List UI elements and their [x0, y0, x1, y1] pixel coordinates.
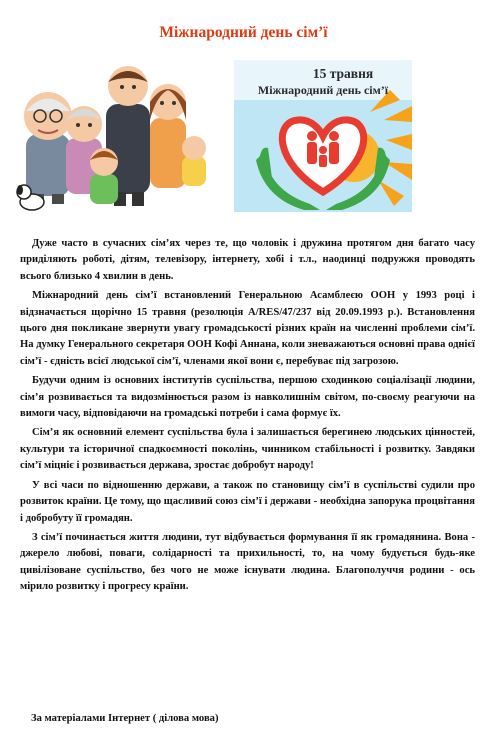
paragraph: Сім’я як основний елемент суспільства була і залишається берегинею людських цінностей, культури та історичної спадкоємності поколінь, чинником стабільності і розвитку. Завдяки сім’ї міцніє і розвивається держава, зростає добробут народу! [20, 427, 475, 472]
poster-holiday-name: Міжнародний день сім’ї [257, 83, 389, 97]
article-body [20, 236, 475, 599]
paragraph: Дуже часто в сучасних сім’ях через те, що чоловік і дружина протягом дня багато часу приділяють роботі, дітям, телевізору, інтернету, хобі і т.л., наодинці подружжя проводять всього близько 4 хвилин в день. [20, 238, 475, 282]
page-title: Міжнародний день сім’ї [159, 24, 328, 41]
child-figure [90, 148, 118, 204]
paragraph: У всі часи по відношенню держави, а також по становищу сім’ї в суспільстві судили про розвиток країни. Це тому, що щасливий союз сім’ї і держави - необхідна запорука процвітання і добробуту її громадян. [20, 479, 475, 524]
source-note: За матеріалами Інтернет ( ділова мова) [31, 713, 219, 724]
baby-figure [182, 136, 206, 186]
paragraph: Міжнародний день сім’ї встановлений Генеральною Асамблеєю ООН у 1993 році і відзначається щорічно 15 травня (резолюція A/RES/47/237 від 20.09.1993 р.). Встановлення цього дня покликане звернути увагу громадськості різних країн на численні проблеми сім’ї. На думку Генерального секретаря ООН Кофі Аннана, коли зневажаються основні права однієї сім’ї - єдність всієї людської сім’ї, членами якої вони є, перебуває під загрозою. [20, 290, 475, 367]
paragraph: Будучи одним із основних інститутів суспільства, першою сходинкою соціалізації людини, сім’я розвивається та видозмінюється разом із навколишнім світом, по-своєму реагуючи на вимоги часу, відповідаючи на громадські потреби і сама формує їх. [20, 375, 475, 420]
family-cartoon-image [14, 56, 214, 216]
paragraph: З сім’ї починається життя людини, тут відбувається формування її як громадянина. Вона - джерело любові, поваги, солідарності та прихильності, то, на чому будується будь-яке цивілізоване суспільство, без чого не може існувати людина. Благополуччя родини - ось мірило розвитку і прогресу країни. [20, 531, 475, 593]
grandpa-figure [24, 92, 72, 204]
poster-date: 15 травня [312, 66, 374, 81]
holiday-poster [234, 60, 412, 212]
mother-figure [150, 84, 186, 188]
